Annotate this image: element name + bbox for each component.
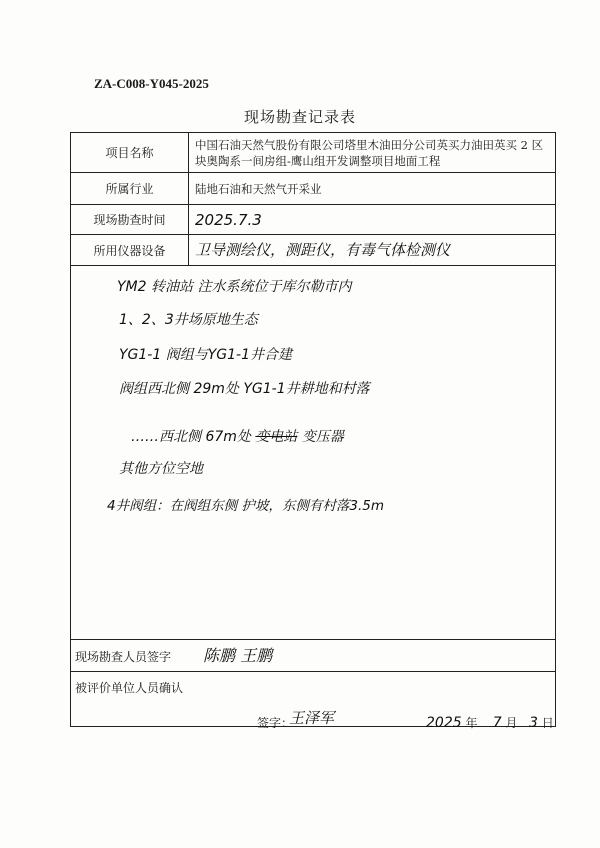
- document-number: ZA-C008-Y045-2025: [94, 76, 209, 91]
- note-line-4: 阀组西北侧 29m处 YG1-1井耕地和村落: [119, 381, 370, 397]
- survey-time-row: [71, 205, 555, 235]
- note-line-7: 4井阀组：在阀组东侧 护坡，东侧有村落3.5m: [107, 498, 384, 514]
- industry-label: 所属行业: [71, 173, 189, 204]
- surveyor-signatures: 陈鹏 王鹏: [203, 646, 273, 665]
- surveyor-signature-label: 现场勘查人员签字: [75, 650, 172, 664]
- date-year: 2025: [426, 715, 462, 731]
- document-title: 现场勘查记录表: [243, 108, 356, 126]
- date-year-char: 年: [465, 716, 478, 730]
- surveyor-signature-row: [71, 639, 555, 672]
- confirmation-date: [426, 714, 554, 731]
- note-line-5-end: 变压器: [301, 429, 344, 445]
- survey-record-form: [70, 132, 556, 731]
- note-line-3: YG1-1 阀组与YG1-1井合建: [119, 347, 292, 363]
- instruments-row: [71, 235, 555, 266]
- date-month-char: 月: [505, 716, 518, 730]
- industry-row: [71, 173, 555, 205]
- date-day: 3: [528, 715, 538, 731]
- unit-confirmation: [71, 671, 555, 731]
- confirmation-label: 被评价单位人员确认: [75, 681, 184, 695]
- project-name-value: 中国石油天然气股份有限公司塔里木油田分公司英买力油田英买 2 区块奥陶系一间房组-鹰山组开发调整项目地面工程: [195, 137, 544, 168]
- sign-label: 签字：: [257, 716, 294, 730]
- survey-notes: [71, 266, 555, 640]
- note-line-5: [131, 426, 344, 446]
- survey-time-value: 2025.7.3: [195, 210, 262, 229]
- project-name-row: [71, 133, 555, 173]
- survey-time-label: 现场勘查时间: [71, 205, 189, 234]
- date-month: 7: [492, 715, 502, 731]
- note-line-5-start: ……西北侧 67m处: [131, 429, 251, 445]
- note-line-2: 1、2、3井场原地生态: [119, 312, 258, 328]
- date-day-char: 日: [541, 716, 554, 730]
- project-name-label: 项目名称: [71, 133, 189, 172]
- note-line-1: YM2 转油站 注水系统位于库尔勒市内: [117, 279, 352, 295]
- industry-value: 陆地石油和天然气开采业: [195, 181, 322, 196]
- instruments-value: 卫导测绘仪，测距仪，有毒气体检测仪: [195, 241, 451, 259]
- confirmer-signature: 王泽军: [289, 709, 335, 727]
- instruments-label: 所用仪器设备: [71, 235, 189, 265]
- note-line-5-struck: 变电站: [255, 429, 298, 445]
- note-line-6: 其他方位空地: [119, 461, 203, 477]
